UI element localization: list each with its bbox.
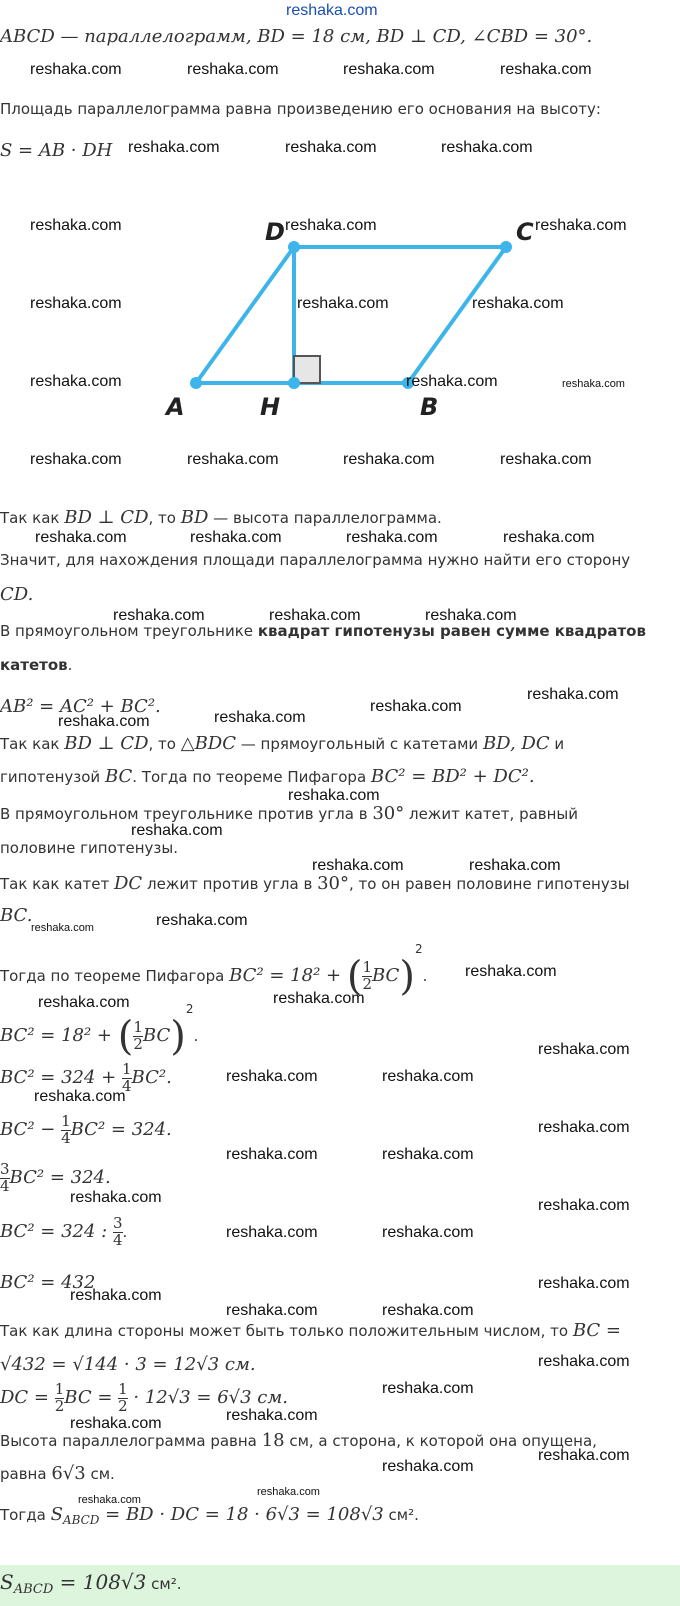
label-d: D	[265, 218, 285, 246]
pythagoras-rule: В прямоугольном треугольнике квадрат гипотенузы равен сумме квадратов	[0, 622, 646, 640]
equation-3: BC² = 324 + $\frac{1}{4}$ BC².	[0, 1060, 172, 1095]
label-a: A	[166, 393, 185, 421]
height-side-line: Высота параллелограмма равна 18 см, а сторона, к которой она опущена,	[0, 1430, 597, 1451]
label-c: C	[516, 218, 534, 246]
vertex-d	[288, 241, 300, 253]
equation-6: BC² = 324 : $\frac{3}{4}$ .	[0, 1214, 128, 1249]
pythagoras-rule-cont: катетов.	[0, 656, 73, 674]
find-side-cd: CD.	[0, 584, 34, 605]
area-rule: Площадь параллелограмма равна произведению его основания на высоту:	[0, 100, 601, 118]
area-computation: Тогда $S_{ABCD}$ = BD · DC = 18 · 6√3 = 108√3 см².	[0, 1504, 419, 1527]
label-h: H	[260, 393, 281, 421]
dc-value: DC = $\frac{1}{2}$ BC = $\frac{1}{2}$ · 12√3 = 6√3 см.	[0, 1380, 289, 1415]
angle-rule-cont: половине гипотенузы.	[0, 839, 178, 857]
equation-5: $\frac{3}{4}$ BC² = 324.	[0, 1160, 111, 1195]
bc-value: √432 = √144 · 3 = 12√3 см.	[0, 1354, 256, 1375]
hypotenuse-line: гипотенузой BC. Тогда по теореме Пифагора BC² = BD² + DC².	[0, 766, 535, 787]
site-header[interactable]: reshaka.com	[286, 2, 378, 19]
equation-2: BC² = 18² + ( $\frac{1}{2}$ BC)$^2$.	[0, 1002, 199, 1060]
label-b: B	[420, 393, 439, 421]
positive-line: Так как длина стороны может быть только положительным числом, то BC =	[0, 1320, 621, 1341]
equation-7: BC² = 432	[0, 1272, 96, 1293]
equation-4: BC² − $\frac{1}{4}$ BC² = 324.	[0, 1112, 172, 1147]
answer-line: $S_{ABCD} = 108√3$ см².	[0, 1570, 182, 1597]
vertex-h	[288, 377, 300, 389]
angle-rule: В прямоугольном треугольнике против угла в 30° лежит катет, равный	[0, 803, 579, 824]
vertex-c	[500, 241, 512, 253]
height-side-cont: равна 6√3 см.	[0, 1463, 115, 1484]
pythagoras-formula: AB² = AC² + BC².	[0, 696, 161, 717]
area-formula: S = AB · DH	[0, 140, 113, 161]
right-triangle-line: Так как BD ⊥ CD, то △BDC — прямоугольный с катетами BD, DC и	[0, 733, 565, 754]
half-hypotenuse-line: Так как катет DC лежит против угла в 30°, то он равен половине гипотенузы	[0, 873, 630, 894]
find-side-line: Значит, для нахождения площади параллелограмма нужно найти его сторону	[0, 551, 631, 569]
condition-line: ABCD — параллелограмм, BD = 18 см, BD ⊥ CD, ∠CBD = 30°.	[0, 26, 593, 47]
equation-1: Тогда по теореме Пифагора BC² = 18² + ( $\frac{1}{2}$ BC)$^2$.	[0, 942, 428, 1000]
vertex-a	[190, 377, 202, 389]
height-line: Так как BD ⊥ CD, то BD — высота параллелограмма.	[0, 507, 442, 528]
half-hypotenuse-bc: BC.	[0, 905, 33, 926]
